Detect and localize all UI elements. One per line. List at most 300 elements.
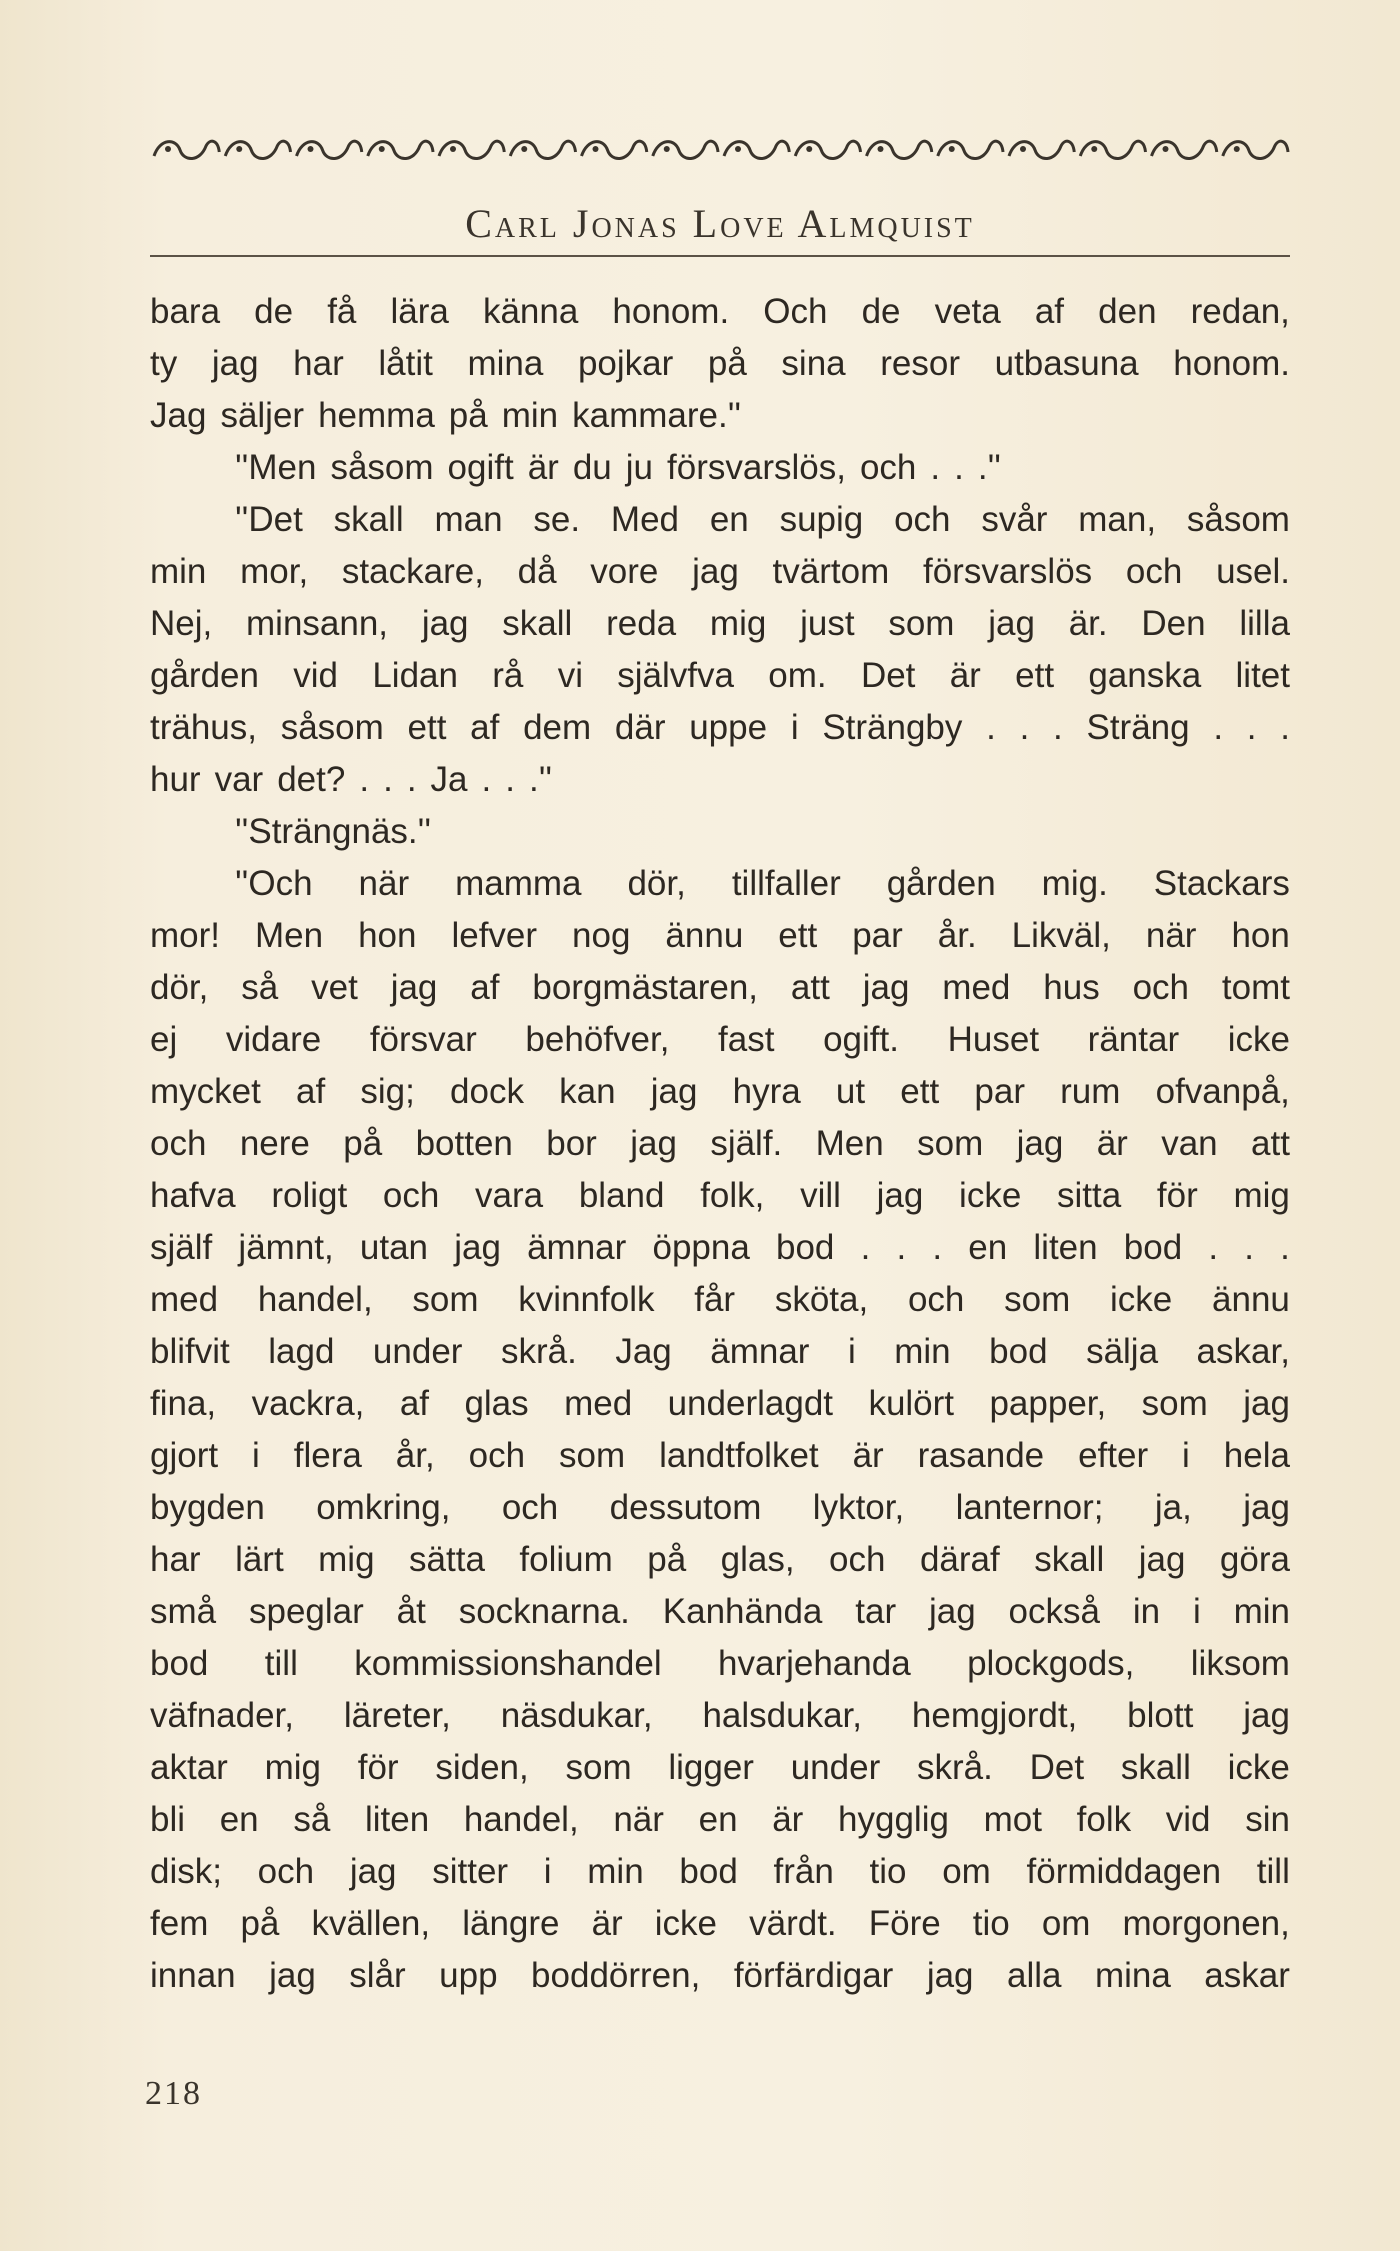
word: under	[372, 1332, 463, 1371]
word: ogift	[447, 448, 514, 487]
word: nog	[572, 916, 631, 955]
word: jag	[1243, 1384, 1290, 1423]
word: icke	[1110, 1280, 1173, 1319]
word: liten	[364, 1800, 430, 1839]
word: jag	[1243, 1696, 1290, 1735]
word: ett	[900, 1072, 940, 1111]
text-line	[150, 1690, 1290, 1742]
word: lärt	[235, 1540, 284, 1579]
text-line	[150, 754, 1290, 806]
word: .	[1280, 1228, 1290, 1267]
word: gården	[150, 656, 259, 695]
word: lanternor;	[955, 1488, 1104, 1527]
word: näsdukar,	[500, 1696, 653, 1735]
word: folk,	[700, 1176, 765, 1215]
word: sätta	[409, 1540, 485, 1579]
word: fast	[718, 1020, 775, 1059]
word: bod	[150, 1644, 209, 1683]
word: mina	[467, 344, 544, 383]
word: vid	[293, 656, 339, 695]
word: hela	[1223, 1436, 1290, 1475]
word: se.	[533, 500, 581, 539]
word: tomt	[1221, 968, 1290, 1007]
word: .	[954, 448, 964, 487]
word: mig	[709, 604, 767, 643]
word: mot	[983, 1800, 1042, 1839]
word: .	[1246, 708, 1257, 747]
word: sitta	[1057, 1176, 1122, 1215]
word: mamma	[455, 864, 582, 903]
word: socknarna.	[458, 1592, 630, 1631]
word: du	[572, 448, 612, 487]
word: jag	[421, 604, 469, 643]
word: Jag	[615, 1332, 672, 1371]
ornament-dot	[735, 146, 741, 152]
word: .	[930, 448, 941, 487]
word: Det	[1029, 1748, 1085, 1787]
word: öppna	[652, 1228, 750, 1267]
word: usel.	[1216, 552, 1290, 591]
word: hon	[1231, 916, 1290, 955]
text-line	[150, 442, 1290, 494]
word: göra	[1219, 1540, 1290, 1579]
word: Den	[1141, 604, 1206, 643]
word: stackare,	[341, 552, 484, 591]
word: jag	[876, 1176, 924, 1215]
ornament-dot	[236, 146, 242, 152]
word: på	[707, 344, 747, 383]
word: mig	[1233, 1176, 1290, 1215]
word: försvarslös,	[667, 448, 846, 487]
word: ''Strängnäs.''	[235, 812, 432, 851]
word: .	[1208, 1228, 1219, 1267]
word: min	[1233, 1592, 1290, 1631]
word: plockgods,	[967, 1644, 1135, 1683]
word: då	[517, 552, 557, 591]
word: på	[343, 1124, 383, 1163]
word: såsom	[280, 708, 384, 747]
word: ''Det	[235, 500, 303, 539]
word: resor	[880, 344, 960, 383]
word: in	[1132, 1592, 1161, 1631]
ornament-dot	[521, 146, 527, 152]
word: upp	[439, 1956, 498, 1995]
word: jag	[390, 968, 438, 1007]
word: så	[241, 968, 279, 1007]
word: fem	[150, 1904, 209, 1943]
word: som	[888, 604, 955, 643]
text-line	[150, 1274, 1290, 1326]
word: .	[1280, 708, 1290, 747]
word: ämnar	[527, 1228, 627, 1267]
running-head: Carl Jonas Love Almquist	[465, 201, 975, 246]
word: i	[543, 1852, 552, 1891]
word: de	[861, 292, 901, 331]
word: känna	[482, 292, 579, 331]
word: lilla	[1239, 604, 1290, 643]
word: vara	[475, 1176, 544, 1215]
word: ligger	[668, 1748, 754, 1787]
ornament-dot	[593, 146, 599, 152]
word: bod	[775, 1228, 835, 1267]
word: säljer	[220, 396, 305, 435]
word: nere	[239, 1124, 310, 1163]
word: lära	[390, 292, 449, 331]
word: på	[647, 1540, 687, 1579]
page-number: 218	[145, 2075, 202, 2112]
ornament-scroll	[582, 141, 647, 158]
word: honom.	[1173, 344, 1290, 383]
word: af	[296, 1072, 326, 1111]
word: Ja	[430, 760, 468, 799]
text-line	[150, 1534, 1290, 1586]
word: glas	[464, 1384, 529, 1423]
word: bod	[989, 1332, 1048, 1371]
word: med	[150, 1280, 219, 1319]
word: om.	[768, 656, 827, 695]
ornament-dot	[1091, 146, 1097, 152]
ornament-scroll	[795, 141, 860, 158]
word: efter	[1078, 1436, 1149, 1475]
word: ännu	[1212, 1280, 1290, 1319]
ornament-scroll	[1080, 141, 1145, 158]
word: att	[1251, 1124, 1290, 1163]
word: uppe	[689, 708, 768, 747]
word: Men	[815, 1124, 884, 1163]
text-line	[150, 910, 1290, 962]
word: sig;	[360, 1072, 415, 1111]
word: till	[1256, 1852, 1290, 1891]
word: ju	[625, 448, 654, 487]
word: pojkar	[577, 344, 674, 383]
word: den	[1098, 292, 1157, 331]
word: jag	[454, 1228, 501, 1267]
word: tillfaller	[731, 864, 841, 903]
word: alla	[1007, 1956, 1062, 1995]
word: hygglig	[838, 1800, 949, 1839]
text-line	[150, 1794, 1290, 1846]
word: rum	[1060, 1072, 1121, 1111]
word: lefver	[451, 916, 538, 955]
word: är	[949, 656, 981, 695]
word: Med	[610, 500, 680, 539]
word: redan,	[1190, 292, 1290, 331]
word: .	[1213, 708, 1224, 747]
word: åt	[396, 1592, 426, 1631]
text-line	[150, 494, 1290, 546]
word: om	[942, 1852, 991, 1891]
word: längre	[462, 1904, 560, 1943]
word: vidare	[225, 1020, 322, 1059]
text-line	[150, 858, 1290, 910]
word: Sträng	[1086, 708, 1190, 747]
word: jag	[862, 968, 910, 1007]
word: af	[470, 968, 500, 1007]
word: halsdukar,	[702, 1696, 863, 1735]
word: .	[860, 1228, 871, 1267]
word: väfnader,	[150, 1696, 294, 1735]
word: Och	[763, 292, 828, 331]
ornament-dot	[308, 146, 314, 152]
word: dock	[450, 1072, 524, 1111]
word: glas,	[720, 1540, 795, 1579]
word: och	[907, 1280, 965, 1319]
word: flera	[293, 1436, 362, 1475]
word: och	[150, 1124, 207, 1163]
word: såsom	[1186, 500, 1290, 539]
word: jag	[692, 552, 739, 591]
ornament-dot	[1020, 146, 1026, 152]
word: sälja	[1086, 1332, 1159, 1371]
word: omkring,	[316, 1488, 451, 1527]
word: bara	[150, 292, 221, 331]
word: bod	[1123, 1228, 1183, 1267]
ornament-band-icon	[150, 132, 1290, 172]
word: tar	[855, 1592, 897, 1631]
word: jag	[349, 1852, 397, 1891]
word: gården	[886, 864, 996, 903]
word: hus	[1043, 968, 1100, 1007]
word: .	[1053, 708, 1063, 747]
ornament-dot	[806, 146, 812, 152]
text-line	[150, 650, 1290, 702]
word: .	[932, 1228, 943, 1267]
word: askar,	[1196, 1332, 1290, 1371]
word: par	[974, 1072, 1025, 1111]
ornament-scroll	[724, 141, 789, 158]
text-line	[150, 1846, 1290, 1898]
word: blifvit	[150, 1332, 230, 1371]
text-line	[150, 806, 1290, 858]
ornament-scroll	[938, 141, 1003, 158]
word: trähus,	[150, 708, 257, 747]
word: Det	[860, 656, 916, 695]
word: skall	[1120, 1748, 1191, 1787]
word: jag	[1016, 1124, 1064, 1163]
word: värdt.	[749, 1904, 837, 1943]
word: kommissionshandel	[354, 1644, 662, 1683]
word: mina	[1094, 1956, 1171, 1995]
word: sköta,	[774, 1280, 869, 1319]
ornament-dot	[379, 146, 385, 152]
word: tio	[972, 1904, 1010, 1943]
ornament-scroll	[297, 141, 362, 158]
word: tvärtom	[772, 552, 890, 591]
word: på	[448, 396, 488, 435]
word: dem	[523, 708, 592, 747]
word: från	[773, 1852, 834, 1891]
word: honom.	[612, 292, 730, 331]
word: bygden	[150, 1488, 265, 1527]
word: kan	[559, 1072, 616, 1111]
word: vackra,	[251, 1384, 365, 1423]
word: en	[968, 1228, 1008, 1267]
text-line	[150, 1482, 1290, 1534]
word: svår	[981, 500, 1048, 539]
word: icke	[1227, 1748, 1290, 1787]
word: morgonen,	[1122, 1904, 1290, 1943]
text-line	[150, 338, 1290, 390]
word: Före	[868, 1904, 941, 1943]
ornament-scroll	[368, 141, 433, 158]
word: mor!	[150, 916, 220, 955]
word: utan	[359, 1228, 429, 1267]
ornament-scroll	[867, 141, 932, 158]
word: i	[790, 708, 799, 747]
word: ''Men	[235, 448, 317, 487]
text-line	[150, 1742, 1290, 1794]
text-line	[150, 1326, 1290, 1378]
word: hafva	[150, 1176, 236, 1215]
word: såsom	[330, 448, 434, 487]
word: och	[894, 500, 951, 539]
word: ett	[778, 916, 818, 955]
word: de	[254, 292, 294, 331]
word: par	[852, 916, 903, 955]
word: van	[1161, 1124, 1218, 1163]
word: .	[383, 760, 393, 799]
word: icke	[654, 1904, 718, 1943]
word: som	[1141, 1384, 1208, 1423]
word: och	[382, 1176, 440, 1215]
word: har	[150, 1540, 201, 1579]
text-line	[150, 1950, 1290, 2002]
word: jag	[1243, 1488, 1290, 1527]
ornament-dot	[450, 146, 456, 152]
word: askar	[1204, 1956, 1290, 1995]
text-line	[150, 702, 1290, 754]
text-line	[150, 1586, 1290, 1638]
word: lagd	[268, 1332, 335, 1371]
word: kvällen,	[311, 1904, 431, 1943]
word: låtit	[378, 344, 433, 383]
word: med	[564, 1384, 633, 1423]
word: hyra	[732, 1072, 801, 1111]
word: till	[264, 1644, 298, 1683]
word: kammare.''	[572, 396, 742, 435]
word: få	[327, 292, 357, 331]
word: självfva	[617, 656, 734, 695]
word: .	[359, 760, 370, 799]
word: vid	[1165, 1800, 1211, 1839]
word: dessutom	[609, 1488, 762, 1527]
word: af	[470, 708, 500, 747]
word: folk	[1076, 1800, 1132, 1839]
word: .	[986, 708, 996, 747]
word: sitter	[432, 1852, 509, 1891]
word: så	[293, 1800, 331, 1839]
word: var	[214, 760, 264, 799]
word: mor,	[240, 552, 309, 591]
word: .''	[528, 760, 553, 799]
word: skall	[502, 604, 573, 643]
word: dör,	[627, 864, 686, 903]
word: .	[1244, 1228, 1254, 1267]
word: ett	[1015, 656, 1055, 695]
word: hemma	[318, 396, 435, 435]
word: en	[219, 1800, 259, 1839]
ornament-dot	[878, 146, 884, 152]
word: behöfver,	[525, 1020, 670, 1059]
word: hemgjordt,	[911, 1696, 1078, 1735]
word: är	[591, 1904, 623, 1943]
word: veta	[934, 292, 1001, 331]
word: med	[942, 968, 1011, 1007]
word: dör,	[150, 968, 209, 1007]
text-line	[150, 1222, 1290, 1274]
word: små	[150, 1592, 217, 1631]
word: ej	[150, 1020, 178, 1059]
word: jag	[650, 1072, 698, 1111]
word: disk;	[150, 1852, 222, 1891]
word: man	[434, 500, 503, 539]
ornament-dot	[1163, 146, 1169, 152]
word: liten	[1033, 1228, 1098, 1267]
word: jag	[926, 1956, 974, 1995]
word: för	[357, 1748, 399, 1787]
word: det?	[277, 760, 346, 799]
word: ofvanpå,	[1155, 1072, 1290, 1111]
word: rå	[492, 656, 524, 695]
word: i	[1192, 1592, 1201, 1631]
word: Nej,	[150, 604, 213, 643]
word: hvarjehanda	[718, 1644, 911, 1683]
word: slår	[349, 1956, 406, 1995]
word: icke	[959, 1176, 1022, 1215]
word: .''	[977, 448, 1001, 487]
word: som	[565, 1748, 632, 1787]
word: jag	[1138, 1540, 1186, 1579]
word: minsann,	[246, 604, 389, 643]
header-rule	[150, 255, 1290, 257]
word: läreter,	[343, 1696, 451, 1735]
word: vore	[590, 552, 659, 591]
word: min	[894, 1332, 951, 1371]
word: när	[613, 1800, 664, 1839]
word: år,	[395, 1436, 435, 1475]
word: min	[587, 1852, 644, 1891]
word: som	[412, 1280, 479, 1319]
word: år.	[937, 916, 977, 955]
ornament-scroll	[653, 141, 718, 158]
word: på	[240, 1904, 280, 1943]
word: får	[694, 1280, 736, 1319]
word: af	[1034, 292, 1065, 331]
word: litet	[1235, 656, 1290, 695]
text-line	[150, 1014, 1290, 1066]
word: som	[559, 1436, 626, 1475]
word: papper,	[989, 1384, 1107, 1423]
ornament-scroll	[1152, 141, 1217, 158]
text-line	[150, 598, 1290, 650]
word: min	[501, 396, 559, 435]
word: en	[698, 1800, 738, 1839]
word: sin	[1245, 1800, 1290, 1839]
word: vill	[800, 1176, 841, 1215]
word: skrå.	[917, 1748, 993, 1787]
word: ännu	[665, 916, 744, 955]
word: speglar	[248, 1592, 364, 1631]
word: är.	[1068, 604, 1108, 643]
word: mig.	[1041, 864, 1108, 903]
word: är	[852, 1436, 884, 1475]
word: och	[1132, 968, 1190, 1007]
word: bli	[150, 1800, 186, 1839]
word: att	[790, 968, 830, 1007]
word: har	[293, 344, 344, 383]
ornament-scroll	[439, 141, 504, 158]
word: när	[358, 864, 410, 903]
